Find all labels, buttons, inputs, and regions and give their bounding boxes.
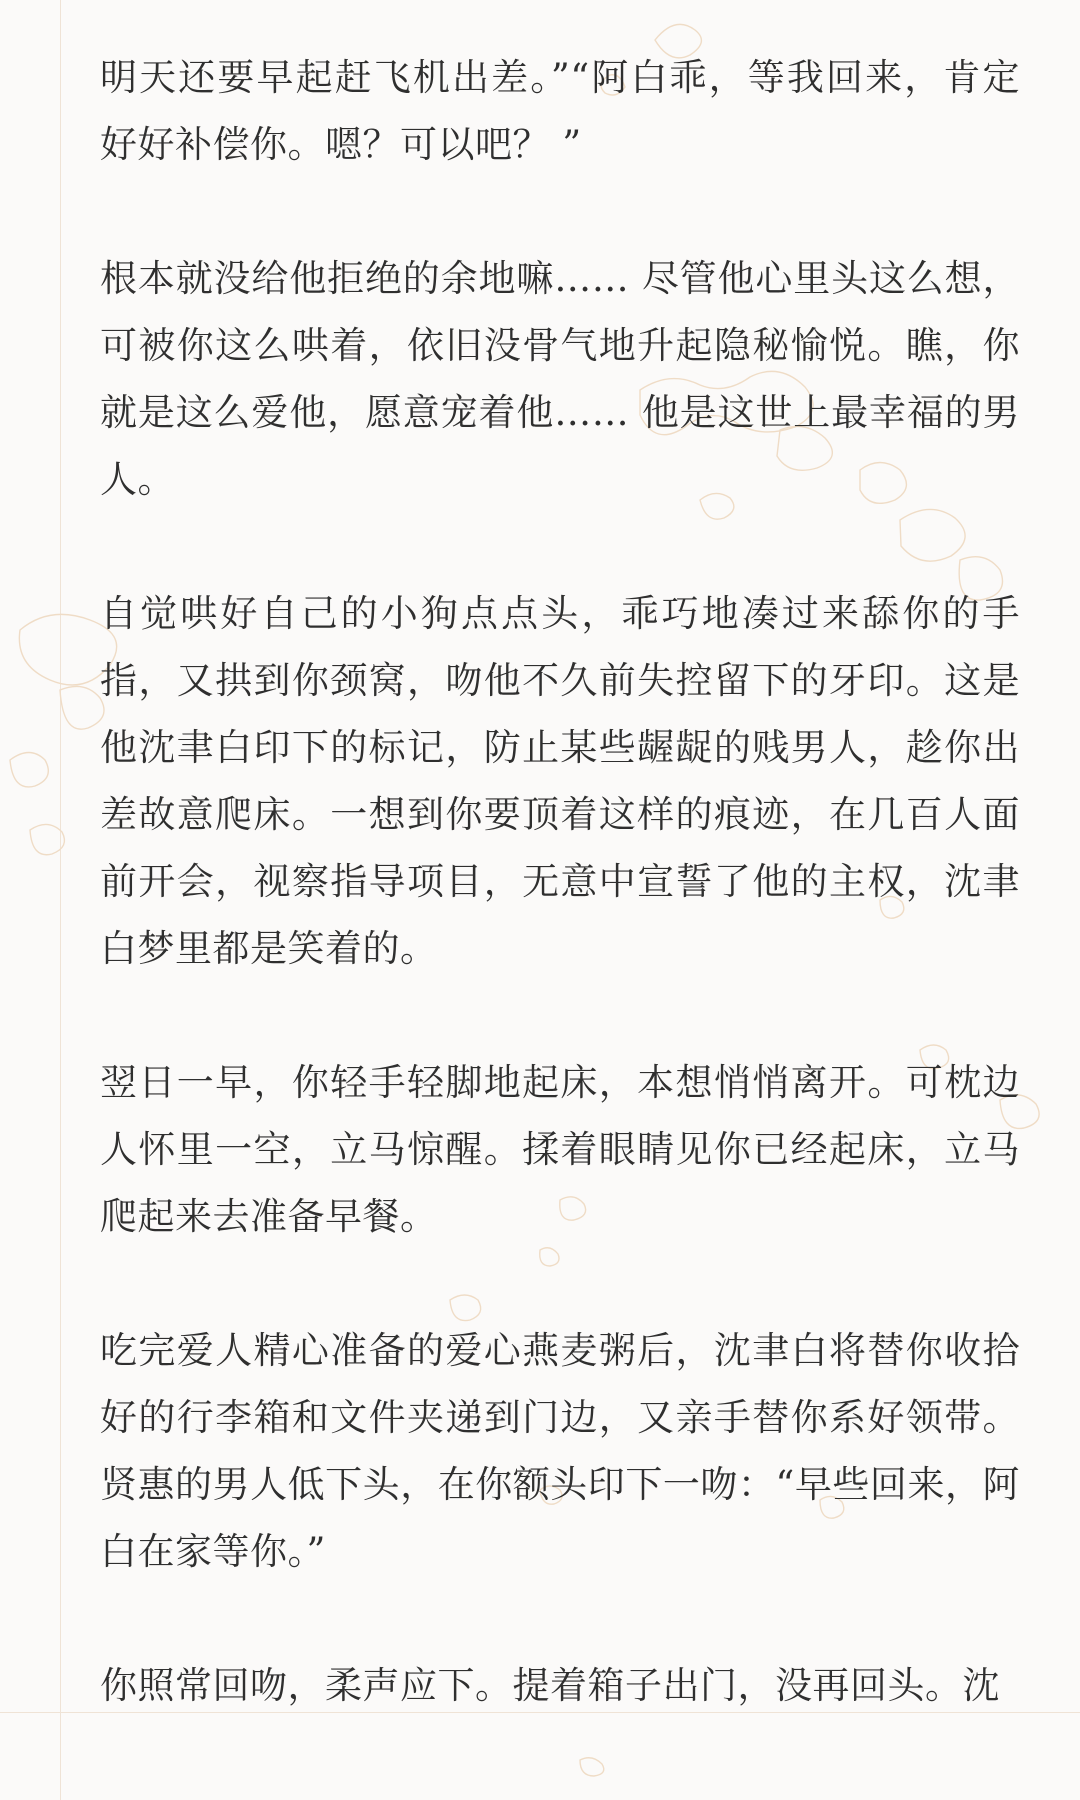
paragraph: 根本就没给他拒绝的余地嘛…… 尽管他心里头这么想，可被你这么哄着，依旧没骨气地升起隐秘愉悦。瞧，你就是这么爱他，愿意宠着他…… 他是这世上最幸福的男人。 bbox=[100, 257, 1020, 501]
paragraph: 吃完爱人精心准备的爱心燕麦粥后，沈聿白将替你收拾好的行李箱和文件夹递到门边，又亲手替你系好领带。贤惠的男人低下头，在你额头印下一吻：“早些回来，阿白在家等你。” bbox=[100, 1329, 1020, 1573]
paragraph: 翌日一早，你轻手轻脚地起床，本想悄悄离开。可枕边人怀里一空，立马惊醒。揉着眼睛见你已经起床，立马爬起来去准备早餐。 bbox=[100, 1061, 1020, 1238]
article-body bbox=[100, 44, 1020, 1786]
paragraph: 自觉哄好自己的小狗点点头，乖巧地凑过来舔你的手指，又拱到你颈窝，吻他不久前失控留下的牙印。这是他沈聿白印下的标记，防止某些龌龊的贱男人，趁你出差故意爬床。一想到你要顶着这样的痕迹，在几百人面前开会，视察指导项目，无意中宣誓了他的主权，沈聿白梦里都是笑着的。 bbox=[100, 592, 1020, 970]
paragraph: 明天还要早起赶飞机出差。”“阿白乖，等我回来，肯定好好补偿你。嗯？可以吧？ ” bbox=[100, 56, 1020, 166]
paragraph: 你照常回吻，柔声应下。提着箱子出门，没再回头。沈 bbox=[100, 1664, 1000, 1707]
margin-line bbox=[60, 0, 61, 1800]
